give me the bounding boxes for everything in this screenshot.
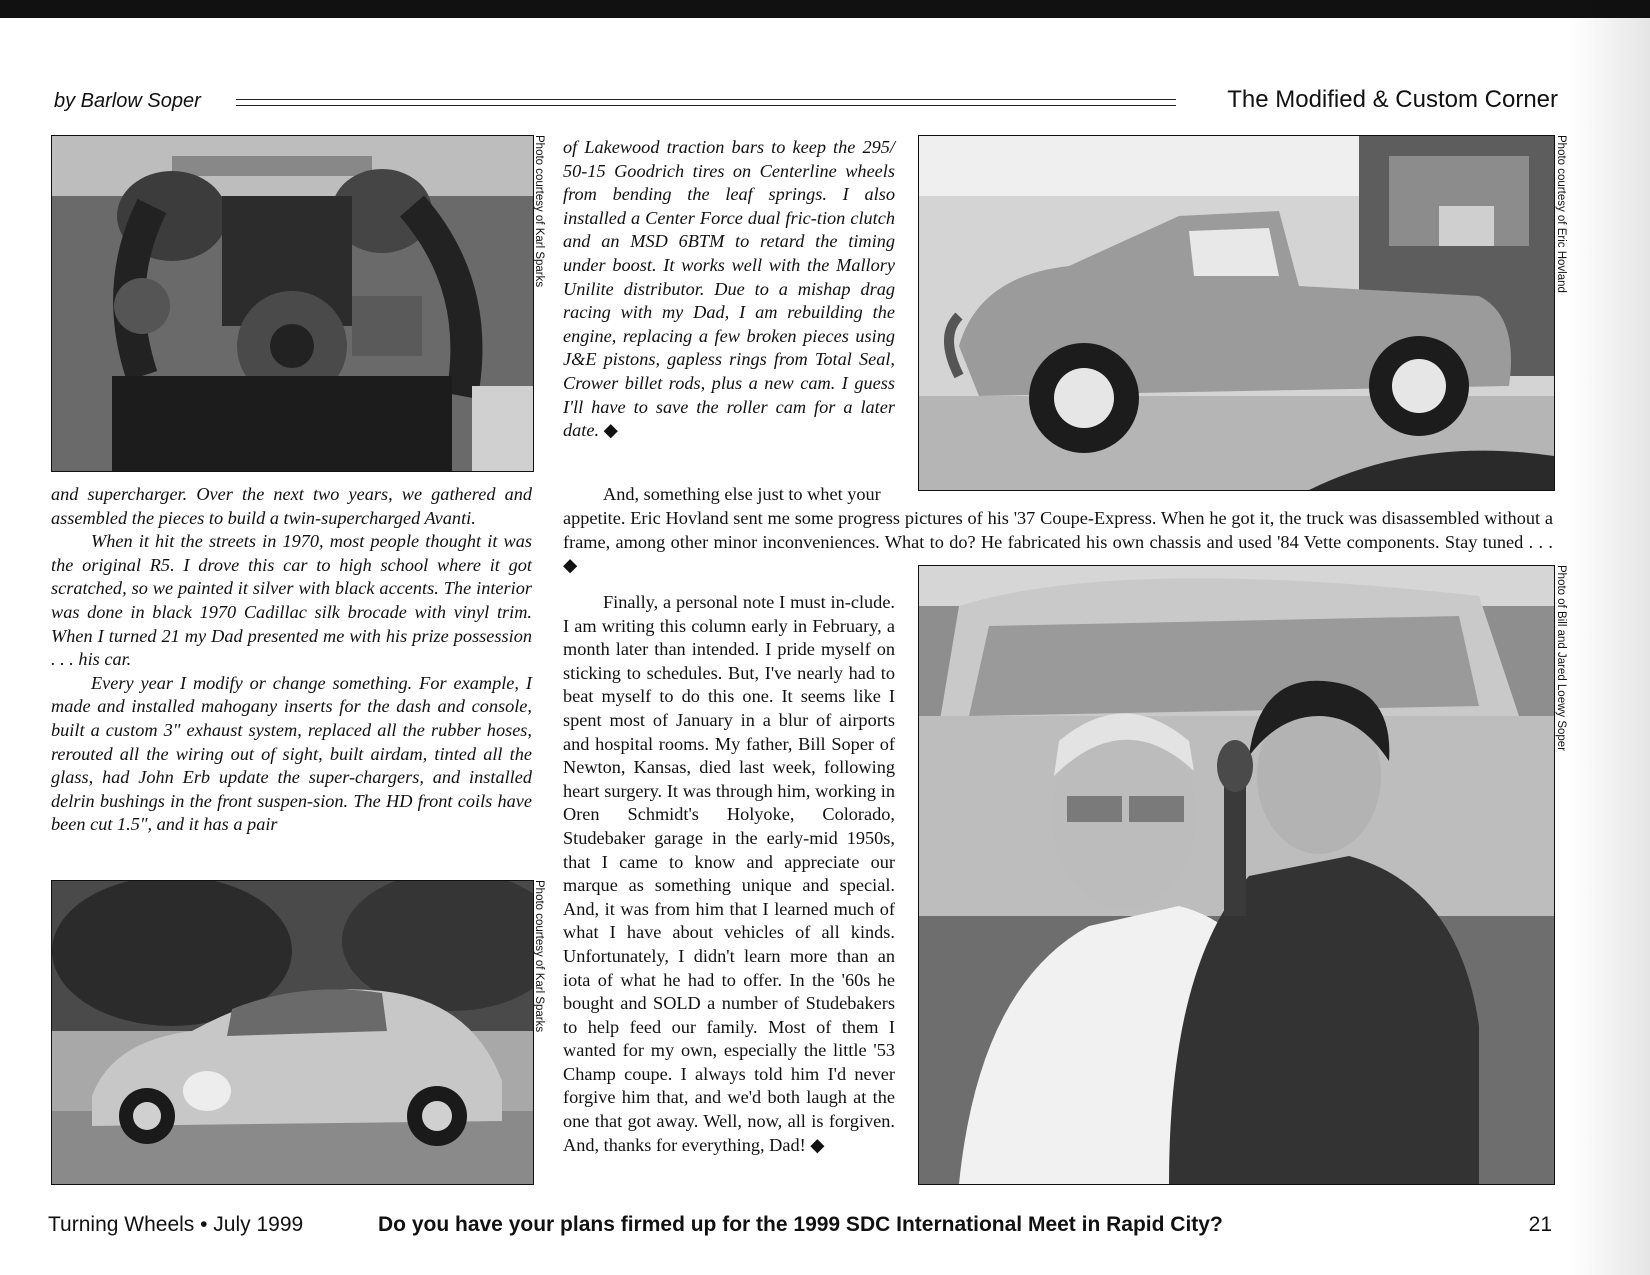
truck-photo bbox=[918, 135, 1555, 491]
left-paragraph-1: and supercharger. Over the next two years, we gathered and assembled the pieces to build a twin-supercharged Avanti. bbox=[51, 484, 532, 528]
personal-note-paragraph: Finally, a personal note I must in-clude. I am writing this column early in February, a month later than intended. I pride myself on sticking to schedules. But, I've nearly had to beat myself to do this one. It seems like I spent most of January in a blur of airports and hospital rooms. My father, Bill Soper of Newton, Kansas, died last week, following heart surgery. It was through him, working in Oren Schmidt's Holyoke, Colorado, Studebaker garage in the early-mid 1950s, that I came to know and appreciate our marque as something unique and special. And, it was from him that I learned much of what I have about vehicles of all kinds. Unfortunately, I didn't learn more than an iota of what he had to offer. In the '60s he bought and SOLD a number of Studebakers to help feed our family. Most of them I wanted for my own, especially the little '53 Champ coupe. I always told him I'd never forgive him that, and we'd both laugh at the one that got away. Well, now, all is forgiven. And, thanks for everything, Dad! bbox=[563, 592, 895, 1155]
end-mark-2: ◆ bbox=[563, 555, 578, 576]
page-number: 21 bbox=[1528, 1213, 1552, 1236]
section-title: The Modified & Custom Corner bbox=[1227, 86, 1558, 113]
wide-paragraph-body: appetite. Eric Hovland sent me some progress pictures of his '37 Coupe-Express. When he got it, the truck was disassembled without a frame, among other minor inconveniences. What to do? He fabricated his own chassis and used '84 Vette components. Stay tuned . . . bbox=[563, 508, 1553, 552]
publication-info: Turning Wheels • July 1999 bbox=[48, 1213, 304, 1236]
footer-tagline: Do you have your plans firmed up for the 1999 SDC International Meet in Rapid City? bbox=[378, 1213, 1223, 1236]
left-paragraph-2: When it hit the streets in 1970, most people thought it was the original R5. I drove this car to high school where it got scratched, so we painted it silver with black accents. The interior was done in black 1970 Cadillac silk brocade with vinyl trim. When I turned 21 my Dad presented me with his prize possession . . . his car. bbox=[51, 531, 532, 670]
end-mark-3: ◆ bbox=[810, 1134, 825, 1155]
middle-column-top-text bbox=[563, 136, 895, 443]
page-curl-shadow bbox=[1570, 0, 1650, 1275]
header-rule bbox=[236, 99, 1176, 106]
scan-edge bbox=[0, 0, 1650, 18]
photo-credit-avanti: Photo courtesy of Karl Sparks bbox=[533, 880, 545, 1033]
wide-paragraph-lead: And, something else just to whet your bbox=[603, 484, 881, 504]
wide-paragraph-text bbox=[563, 507, 1553, 578]
byline: by Barlow Soper bbox=[54, 90, 201, 112]
left-column-text bbox=[51, 483, 532, 837]
portrait-photo bbox=[918, 565, 1555, 1185]
photo-credit-truck: Photo courtesy of Eric Hovland bbox=[1555, 135, 1567, 293]
engine-photo bbox=[51, 135, 534, 472]
middle-paragraph-1: of Lakewood traction bars to keep the 295/ 50-15 Goodrich tires on Centerline wheels from bending the leaf springs. I also installed a Center Force dual fric-tion clutch and an MSD 6BTM to retard the timing under boost. It works well with the Mallory Unilite distributor. Due to a mishap drag racing with my Dad, I am rebuilding the engine, replacing a few broken pieces using J&E pistons, gapless rings from Total Seal, Crower billet rods, plus a new cam. I guess I'll have to save the roller cam for a later date. bbox=[563, 137, 895, 441]
middle-column-bottom-text bbox=[563, 591, 895, 1157]
end-mark-1: ◆ bbox=[603, 420, 618, 441]
photo-credit-portrait: Photo of Bill and Jared Loewy Soper bbox=[1555, 565, 1567, 752]
photo-credit-engine: Photo courtesy of Karl Sparks bbox=[533, 135, 545, 288]
left-paragraph-3: Every year I modify or change something. For example, I made and installed mahogany inserts for the dash and console, built a custom 3" exhaust system, replaced all the rubber hoses, rerouted all the wiring out of sight, built airdam, tinted all the glass, had John Erb update the super-chargers, and installed delrin bushings in the front suspen-sion. The HD front coils have been cut 1.5", and it has a pair bbox=[51, 672, 532, 835]
avanti-photo bbox=[51, 880, 534, 1185]
